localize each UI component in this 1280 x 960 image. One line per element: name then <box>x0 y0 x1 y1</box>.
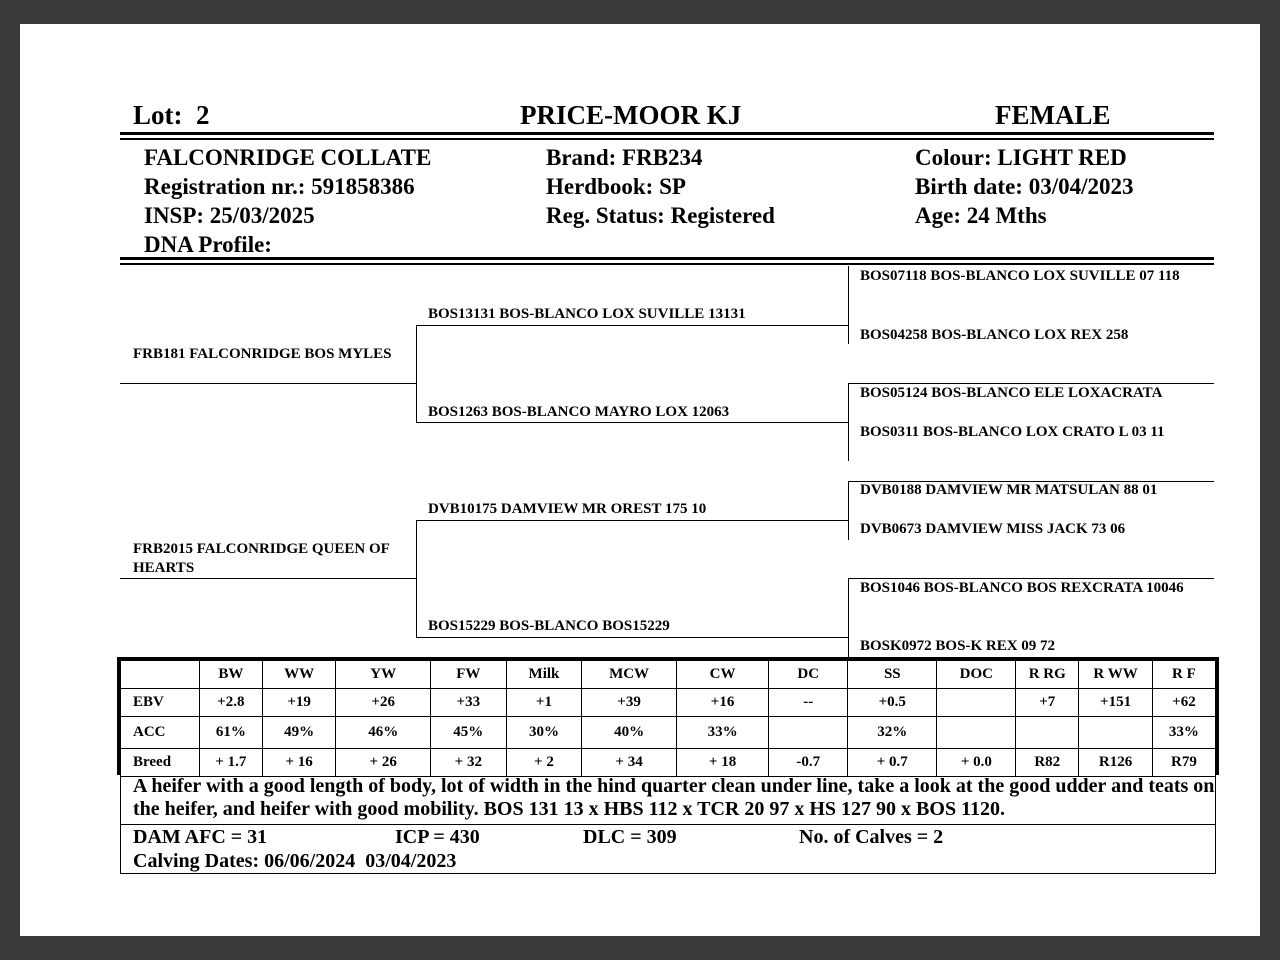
pedigree-line <box>416 520 848 521</box>
lot-number: 2 <box>196 100 210 130</box>
table-cell: + 1.7 <box>199 749 262 777</box>
pedigree-connector <box>848 481 849 540</box>
row-label: ACC <box>121 717 200 749</box>
header-cell: DOC <box>937 661 1016 689</box>
table-cell: -0.7 <box>769 749 848 777</box>
age: Age: 24 Mths <box>915 203 1047 228</box>
table-cell: R82 <box>1016 749 1079 777</box>
table-cell: + 16 <box>262 749 336 777</box>
header-cell: R RG <box>1016 661 1079 689</box>
dlc: DLC = 309 <box>583 826 677 848</box>
catalogue-page <box>20 24 1260 936</box>
birth-date: Birth date: 03/04/2023 <box>915 174 1134 199</box>
info-rule-thin <box>120 263 1214 265</box>
pedigree-line <box>120 578 416 579</box>
header-cell: WW <box>262 661 336 689</box>
pedigree-line <box>416 422 848 423</box>
table-cell: + 0.7 <box>848 749 937 777</box>
table-cell <box>937 689 1016 717</box>
calving-dates: Calving Dates: 06/06/2024 03/04/2023 <box>133 850 457 872</box>
table-cell: +26 <box>336 689 431 717</box>
table-cell <box>769 717 848 749</box>
pedigree-sire-sire: BOS13131 BOS-BLANCO LOX SUVILLE 13131 <box>428 306 746 322</box>
table-cell: R79 <box>1152 749 1215 777</box>
table-cell: +2.8 <box>199 689 262 717</box>
pedigree-sire: FRB181 FALCONRIDGE BOS MYLES <box>133 346 392 362</box>
pedigree-line <box>416 325 848 326</box>
dam-afc: DAM AFC = 31 <box>133 826 268 848</box>
breed-row <box>121 749 1216 777</box>
table-cell: 61% <box>199 717 262 749</box>
brand: Brand: FRB234 <box>546 145 703 170</box>
animal-info-col3 <box>915 143 1134 230</box>
insp-date: INSP: 25/03/2025 <box>144 203 315 228</box>
table-cell: +39 <box>582 689 677 717</box>
header-rule-thin <box>120 138 1214 140</box>
table-cell: +7 <box>1016 689 1079 717</box>
info-rule <box>120 257 1214 260</box>
header-cell: R F <box>1152 661 1215 689</box>
seller-name: PRICE-MOOR KJ <box>520 100 742 130</box>
table-cell: -- <box>769 689 848 717</box>
table-cell <box>937 717 1016 749</box>
table-cell: 46% <box>336 717 431 749</box>
table-cell: 33% <box>1152 717 1215 749</box>
row-label: EBV <box>121 689 200 717</box>
header-cell: Milk <box>506 661 582 689</box>
table-cell: + 32 <box>430 749 506 777</box>
table-cell: + 34 <box>582 749 677 777</box>
table-cell: + 18 <box>676 749 768 777</box>
lot-label: Lot: 2 <box>133 100 210 130</box>
dna-profile: DNA Profile: <box>144 232 272 257</box>
table-cell: 49% <box>262 717 336 749</box>
table-cell: +16 <box>676 689 768 717</box>
colour: Colour: LIGHT RED <box>915 145 1127 170</box>
table-cell: 32% <box>848 717 937 749</box>
reg-status: Reg. Status: Registered <box>546 203 775 228</box>
table-cell: + 2 <box>506 749 582 777</box>
animal-info-col1 <box>144 143 431 259</box>
icp: ICP = 430 <box>395 826 480 848</box>
table-cell: R126 <box>1079 749 1153 777</box>
pedigree-connector <box>848 266 849 344</box>
pedigree-sds: BOS05124 BOS-BLANCO ELE LOXACRATA <box>860 385 1163 401</box>
header-cell: YW <box>336 661 431 689</box>
pedigree-dss: DVB0188 DAMVIEW MR MATSULAN 88 01 <box>860 482 1158 498</box>
table-cell: +1 <box>506 689 582 717</box>
table-cell: 40% <box>582 717 677 749</box>
table-cell: +33 <box>430 689 506 717</box>
sex-label: FEMALE <box>995 100 1111 130</box>
ebv-row <box>121 689 1216 717</box>
row-label: Breed <box>121 749 200 777</box>
header-cell: R WW <box>1079 661 1153 689</box>
herdbook: Herdbook: SP <box>546 174 686 199</box>
table-cell: +0.5 <box>848 689 937 717</box>
footer-stats <box>121 825 1215 849</box>
header-cell: MCW <box>582 661 677 689</box>
pedigree-connector <box>416 325 417 422</box>
pedigree-ssd: BOS04258 BOS-BLANCO LOX REX 258 <box>860 327 1129 343</box>
pedigree-dsd: DVB0673 DAMVIEW MISS JACK 73 06 <box>860 521 1126 537</box>
table-cell: +62 <box>1152 689 1215 717</box>
table-cell: +19 <box>262 689 336 717</box>
no-of-calves: No. of Calves = 2 <box>799 826 944 848</box>
animal-name: FALCONRIDGE COLLATE <box>144 145 432 170</box>
pedigree-connector <box>416 520 417 637</box>
footer-box <box>120 825 1216 874</box>
header-cell <box>121 661 200 689</box>
pedigree-ddd: BOSK0972 BOS-K REX 09 72 <box>860 638 1056 654</box>
pedigree-line <box>416 637 848 638</box>
animal-info-col2 <box>546 143 775 230</box>
table-cell: +151 <box>1079 689 1153 717</box>
table-cell: + 26 <box>336 749 431 777</box>
header-cell: FW <box>430 661 506 689</box>
ebv-header-row <box>121 661 1216 689</box>
pedigree-dam-dam: BOS15229 BOS-BLANCO BOS15229 <box>428 618 670 634</box>
header-rule <box>120 132 1214 135</box>
pedigree-sss: BOS07118 BOS-BLANCO LOX SUVILLE 07 118 <box>860 268 1180 284</box>
comments-text: A heifer with a good length of body, lot of width in the hind quarter clean under line, take a look at the good udder and teats on the heifer, and heifer with good mobility. BOS 131 13 x HBS 112 x TCR 20 97 x HS 127 90 x BOS 1120. <box>133 775 1215 820</box>
registration-number: Registration nr.: 591858386 <box>144 174 415 199</box>
pedigree-dam-sire: DVB10175 DAMVIEW MR OREST 175 10 <box>428 501 707 517</box>
pedigree-connector <box>848 383 849 461</box>
pedigree-line <box>120 383 416 384</box>
table-cell: 30% <box>506 717 582 749</box>
pedigree-dam: FRB2015 FALCONRIDGE QUEEN OF HEARTS <box>133 541 390 576</box>
acc-row <box>121 717 1216 749</box>
ebv-table <box>120 660 1216 777</box>
pedigree-dds: BOS1046 BOS-BLANCO BOS REXCRATA 10046 <box>860 580 1184 596</box>
pedigree-sire-dam: BOS1263 BOS-BLANCO MAYRO LOX 12063 <box>428 404 730 420</box>
pedigree-sdd: BOS0311 BOS-BLANCO LOX CRATO L 03 11 <box>860 424 1165 440</box>
header-cell: BW <box>199 661 262 689</box>
comments-box <box>120 775 1216 825</box>
table-cell <box>1079 717 1153 749</box>
table-cell <box>1016 717 1079 749</box>
table-cell: 33% <box>676 717 768 749</box>
header-cell: CW <box>676 661 768 689</box>
table-cell: + 0.0 <box>937 749 1016 777</box>
pedigree-connector <box>848 578 849 658</box>
header-cell: SS <box>848 661 937 689</box>
table-cell: 45% <box>430 717 506 749</box>
header-cell: DC <box>769 661 848 689</box>
